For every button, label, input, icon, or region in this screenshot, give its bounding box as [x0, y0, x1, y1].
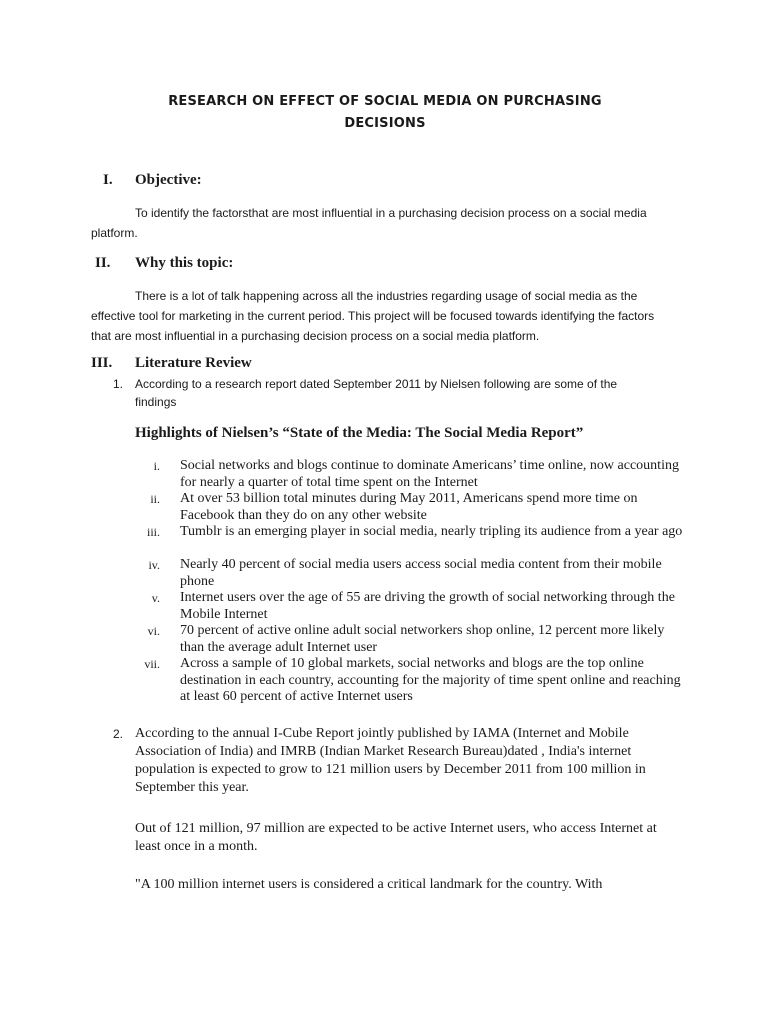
- list-item-text: At over 53 billion total minutes during May 2011, Americans spend more time on Facebook than they do on any other website: [180, 491, 638, 523]
- roman-numeral: ii.: [150, 492, 160, 506]
- section-number: III.: [91, 355, 113, 371]
- list-item-text: 70 percent of active online adult social networkers shop online, 12 percent more likely than the average adult Internet user: [180, 623, 665, 655]
- literature-item-1: [113, 375, 673, 415]
- roman-numeral: iii.: [146, 525, 160, 539]
- literature-item-2-para3: "A 100 million internet users is considered a critical landmark for the country. With: [135, 877, 603, 892]
- section-number: I.: [103, 172, 113, 188]
- list-item-text: Social networks and blogs continue to dominate Americans’ time online, now accounting for nearly a quarter of total time spent on the Internet: [180, 458, 679, 490]
- why-text: There is a lot of talk happening across all the industries regarding usage of social media as the effective tool for marketing in the current period. This project will be focused towards identifying the factors that are most influential in a purchasing decision process on a social media platform.: [91, 289, 655, 343]
- section-heading-objective: [91, 172, 491, 192]
- document-title: RESEARCH ON EFFECT OF SOCIAL MEDIA ON PURCHASING DECISIONS: [168, 94, 602, 131]
- roman-numeral: vi.: [147, 624, 160, 638]
- literature-item-2-text: According to the annual I-Cube Report jointly published by IAMA (Internet and Mobile Association of India) and IMRB (Indian Market Research Bureau)dated , India's internet population is expected to grow to 121 million users by December 2011 from 100 million in September this year.: [135, 726, 646, 795]
- list-number: 1.: [113, 377, 124, 391]
- roman-numeral: v.: [151, 591, 160, 605]
- roman-numeral: i.: [153, 459, 160, 473]
- objective-text: To identify the factorsthat are most influential in a purchasing decision process on a social media platform.: [91, 206, 647, 240]
- objective-paragraph: [91, 203, 671, 243]
- list-item-text: Internet users over the age of 55 are driving the growth of social networking through the Mobile Internet: [180, 590, 675, 622]
- highlights-heading: Highlights of Nielsen’s “State of the Media: The Social Media Report”: [135, 425, 584, 441]
- list-number: 2.: [113, 727, 124, 741]
- section-heading-why: [91, 255, 491, 275]
- list-item-text: Across a sample of 10 global markets, social networks and blogs are the top online destination in each country, accounting for the majority of time spent online and reaching at least 60 percent of active Internet users: [180, 656, 681, 704]
- literature-item-2-para2: Out of 121 million, 97 million are expected to be active Internet users, who access Internet at least once in a month.: [135, 821, 657, 854]
- section-title: Objective:: [135, 172, 202, 188]
- section-title: Why this topic:: [135, 255, 234, 271]
- list-item-text: Tumblr is an emerging player in social media, nearly tripling its audience from a year ago: [180, 524, 683, 539]
- section-heading-literature: [91, 355, 491, 375]
- list-item-text: Nearly 40 percent of social media users access social media content from their mobile phone: [180, 557, 662, 589]
- section-title: Literature Review: [135, 355, 252, 371]
- roman-numeral: iv.: [148, 558, 160, 572]
- list-item-text: According to a research report dated September 2011 by Nielsen following are some of the findings: [135, 377, 618, 409]
- roman-numeral: vii.: [144, 657, 160, 671]
- why-paragraph: [91, 286, 671, 346]
- section-number: II.: [95, 255, 111, 271]
